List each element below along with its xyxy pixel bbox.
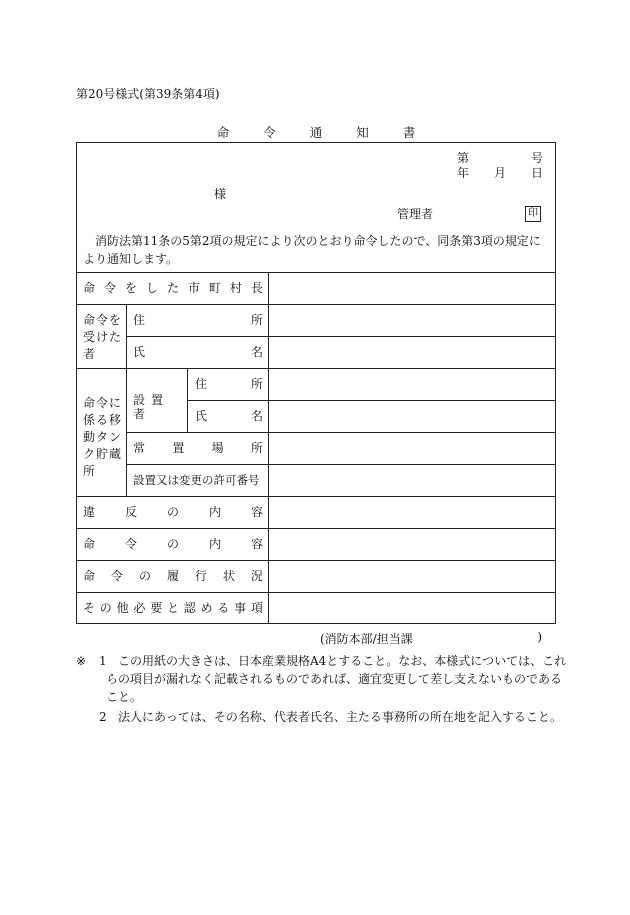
label-char: 内 <box>208 537 221 551</box>
label-char: 命 <box>83 537 96 551</box>
form-number: 第20号様式(第39条第4項) <box>76 87 220 101</box>
note-mark: ※ <box>76 654 87 668</box>
value-commander[interactable] <box>269 273 555 304</box>
label-commander <box>83 281 263 295</box>
number-prefix: 第 <box>457 151 470 165</box>
value-violation[interactable] <box>269 497 555 528</box>
label-line: 動タン <box>83 430 123 444</box>
label-char: 場 <box>211 441 224 455</box>
value-recipient-address[interactable] <box>269 305 555 336</box>
value-other[interactable] <box>269 593 555 623</box>
label-char: 所 <box>250 441 263 455</box>
label-line: 命令に <box>83 396 123 410</box>
label-char: し <box>145 281 158 295</box>
label-tank-group <box>83 395 122 480</box>
label-compliance <box>83 569 263 583</box>
date-year: 年 <box>457 166 470 180</box>
label-other <box>83 601 263 615</box>
label-recipient-name <box>133 345 263 359</box>
label-text <box>83 281 263 295</box>
value-order-content[interactable] <box>269 529 555 560</box>
label-char: 事 <box>234 601 247 615</box>
note-1-line-3: こと。 <box>106 690 143 704</box>
label-char: 所 <box>250 313 263 327</box>
label-char: と <box>166 601 179 615</box>
label-char: の <box>138 569 151 583</box>
label-char: 住 <box>195 377 208 391</box>
label-char: 村 <box>229 281 242 295</box>
value-permit-number[interactable] <box>269 465 555 496</box>
date-month: 月 <box>494 166 507 180</box>
label-char: 氏 <box>133 345 146 359</box>
label-char: 命 <box>83 281 96 295</box>
label-char: め <box>200 601 213 615</box>
value-installer-address[interactable] <box>269 369 555 400</box>
label-order-content <box>83 537 263 551</box>
label-char: 令 <box>124 537 137 551</box>
label-char: 内 <box>208 505 221 519</box>
label-char: る <box>217 601 230 615</box>
form-frame <box>76 142 556 624</box>
label-char: た <box>166 281 179 295</box>
label-char: 置 <box>172 441 185 455</box>
label-char: 令 <box>103 281 116 295</box>
document-title: 命令通知書 <box>216 125 450 140</box>
label-installer-address <box>195 377 263 391</box>
label-char: の <box>166 505 179 519</box>
value-location[interactable] <box>269 433 555 464</box>
label-char: の <box>99 601 112 615</box>
label-char: 令 <box>110 569 123 583</box>
label-line: 係る移 <box>83 413 123 427</box>
label-location <box>133 441 263 455</box>
addressee-suffix: 様 <box>214 187 227 201</box>
label-violation <box>83 505 263 519</box>
label-recipient-group <box>83 312 122 363</box>
header-block <box>77 143 555 272</box>
value-recipient-name[interactable] <box>269 337 555 368</box>
label-char: 履 <box>166 569 179 583</box>
label-char: 住 <box>133 313 146 327</box>
label-char: 況 <box>250 569 263 583</box>
label-char: 認 <box>183 601 196 615</box>
label-char: 要 <box>150 601 163 615</box>
sub-column-divider <box>126 304 127 496</box>
label-char: 名 <box>250 345 263 359</box>
label-char: 違 <box>83 505 96 519</box>
label-installer-name <box>195 409 263 423</box>
label-char: 町 <box>208 281 221 295</box>
label-char: 氏 <box>195 409 208 423</box>
label-char: 市 <box>187 281 200 295</box>
value-compliance[interactable] <box>269 561 555 592</box>
department-open: (消防本部/担当課 <box>320 632 413 646</box>
label-char: 長 <box>250 281 263 295</box>
note-2-number: 2 <box>99 710 107 724</box>
note-1-line-1: この用紙の大きさは、日本産業規格A4とすること。なお、本様式については、これ <box>118 654 567 668</box>
department-line <box>320 630 542 647</box>
seal-mark: 印 <box>525 206 541 222</box>
number-suffix: 号 <box>531 151 544 165</box>
note-1-number: 1 <box>99 654 107 668</box>
label-char: 項 <box>250 601 263 615</box>
sub-column-divider <box>187 368 188 432</box>
label-char: 他 <box>116 601 129 615</box>
note-1-line-2: らの項目が漏れなく記載されるものであれば、適宜変更して差し支えないものである <box>106 672 563 686</box>
label-char: 常 <box>133 441 146 455</box>
label-text <box>83 601 263 615</box>
label-line: ク貯蔵 <box>83 447 123 461</box>
note-2-line-1: 法人にあっては、その名称、代表者氏名、主たる事務所の所在地を記入すること。 <box>118 710 562 724</box>
manager-label: 管理者 <box>397 207 434 221</box>
value-installer-name[interactable] <box>269 401 555 432</box>
label-char: 必 <box>133 601 146 615</box>
label-permit-number: 設置又は変更の許可番号 <box>133 473 260 487</box>
label-char: 反 <box>124 505 137 519</box>
label-char: 容 <box>250 505 263 519</box>
label-line: 者 <box>83 347 97 361</box>
label-char: の <box>166 537 179 551</box>
label-installer: 設置者 <box>133 393 170 421</box>
label-line: 所 <box>83 464 97 478</box>
label-line: 命令を <box>83 313 123 327</box>
label-char: 状 <box>222 569 235 583</box>
department-close: ) <box>537 630 542 644</box>
label-char: を <box>124 281 137 295</box>
preamble-text: 消防法第11条の5第2項の規定により次のとおり命令したので、同条第3項の規定により通知します。 <box>83 234 541 266</box>
label-char: そ <box>83 601 96 615</box>
label-recipient-address <box>133 313 263 327</box>
label-char: 命 <box>83 569 96 583</box>
label-char: 名 <box>250 409 263 423</box>
label-char: 所 <box>250 377 263 391</box>
label-text <box>83 569 263 583</box>
label-char: 容 <box>250 537 263 551</box>
date-day: 日 <box>531 166 544 180</box>
label-line: 受けた <box>83 330 123 344</box>
label-char: 行 <box>194 569 207 583</box>
